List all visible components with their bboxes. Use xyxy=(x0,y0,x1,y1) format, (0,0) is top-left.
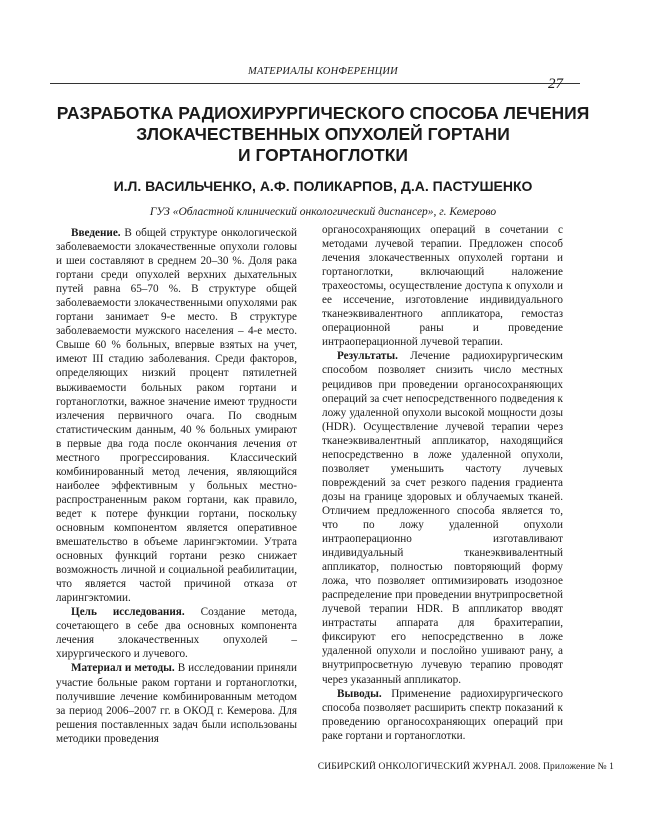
affiliation: ГУЗ «Областной клинический онкологический диспансер», г. Кемерово xyxy=(149,206,497,218)
conclusions-paragraph xyxy=(322,687,563,743)
aim-label: Цель исследования. xyxy=(71,606,185,619)
conclusions-label: Выводы. xyxy=(337,687,382,700)
article-title xyxy=(20,103,626,166)
results-text: Лечение радиохирургическим способом позволяет снизить число местных рецидивов при проведении органосохраняющих операций за счет непосредственного подведения к ложу удаленной опухоли высокой мощности дозы (HDR). Осуществление лучевой терапии через тканеэквивалентный аппликатор, находящийся непосредственно в ложе удаленной опухоли, позволяет уменьшить частоту лучевых повреждений за счет резкого падения градиента дозы на границе здоровых и облучаемых тканей. Отличием предложенного способа является то, что по ложу удаленной опухоли интраоперационно изготавливают индивидуальный тканеэквивалентный аппликатор, полностью повторяющий форму ложа, что позволяет оптимизировать изодозное распределение при проведении внутрипросветной лучевой терапии HDR. В аппликатор вводят интрастаты аппарата для брахитерапии, фиксируют его непосредственно в ложе удаленной опухоли и послойно ушивают рану, а внутрипросветную лучевую терапию проводят через указанный аппликатор. xyxy=(322,350,563,686)
intro-label: Введение. xyxy=(71,227,121,239)
results-label: Результаты. xyxy=(337,350,398,363)
aim-text: Создание метода, сочетающего в себе два основных компонента лечения злокачественных опухолей – хирургического и лучевого. xyxy=(56,606,298,661)
methods-continuation: органосохраняющих операций в сочетании с методами лучевой терапии. Предложен способ лечения злокачественных опухолей гортани и гортаноглотки, включающий наложение трахеостомы, осуществление доступа к опухоли и ее иссечение, изготовление индивидуального тканеэквивалентного аппликатора, гемостаз операционной раны и проведение интраоперационной лучевой терапии. xyxy=(322,224,563,349)
conclusions-text: Применение радиохирургического способа позволяет расширить спектр показаний к проведению органосохраняющих операций при раке гортани и гортаноглотки. xyxy=(322,687,563,742)
results-paragraph xyxy=(322,349,563,686)
methods-label: Материал и методы. xyxy=(71,662,175,675)
authors: И.Л. ВАСИЛЬЧЕНКО, А.Ф. ПОЛИКАРПОВ, Д.А. ПАСТУШЕНКО xyxy=(113,178,533,194)
methods-text: В исследовании приняли участие больные раком гортани и гортаноглотки, получившие лечение комбинированным методом за период 2006–2007 гг. в ОКОД г. Кемерова. Для решения поставленных задач были использованы методики проведения xyxy=(56,662,297,745)
intro-paragraph xyxy=(56,226,297,605)
title-line: ЗЛОКАЧЕСТВЕННЫХ ОПУХОЛЕЙ ГОРТАНИ xyxy=(136,124,510,144)
intro-text: В общей структуре онкологической заболеваемости злокачественные опухоли головы и шеи составляют в среднем 20–30 %. Доля рака гортани среди опухолей верхних дыхательных путей равна 65–70 %. В структуре общей заболеваемости злокачественными опухолями рак гортани занимает 9-е место. В структуре заболеваемости мужского населения – 4-е место. Свыше 60 % больных, впервые взятых на учет, имеют III стадию заболевания. Среди факторов, определяющих низкий процент пятилетней выживаемости больных раком гортани и гортаноглотки, важное значение имеют трудности излечения первичного очага. По сводным статистическим данным, 40 % больных умирают в первые два года после окончания лечения от местного прогрессирования. Классический комбинированный метод лечения, являющийся наиболее эффективным у больных местно-распространенным раком гортани, как правило, ведет к потере функции гортани, поскольку основным компонентом является оперативное вмешательство в объеме ларингэктомии. Утрата основных функций гортани резко снижает возможность личной и социальной реабилитации, что является частой причиной отказа от ларингэктомии. xyxy=(56,227,297,605)
journal-footer: СИБИРСКИЙ ОНКОЛОГИЧЕСКИЙ ЖУРНАЛ. 2008. Приложение № 1 xyxy=(317,762,614,772)
right-column xyxy=(322,223,563,743)
methods-paragraph xyxy=(56,661,297,745)
header-rule xyxy=(50,83,580,84)
title-line: И ГОРТАНОГЛОТКИ xyxy=(238,145,408,165)
aim-paragraph xyxy=(56,605,297,661)
left-column xyxy=(56,226,297,746)
page-number: 27 xyxy=(548,76,563,92)
title-line: РАЗРАБОТКА РАДИОХИРУРГИЧЕСКОГО СПОСОБА ЛЕЧЕНИЯ xyxy=(56,103,590,123)
running-head: МАТЕРИАЛЫ КОНФЕРЕНЦИИ xyxy=(248,66,398,77)
